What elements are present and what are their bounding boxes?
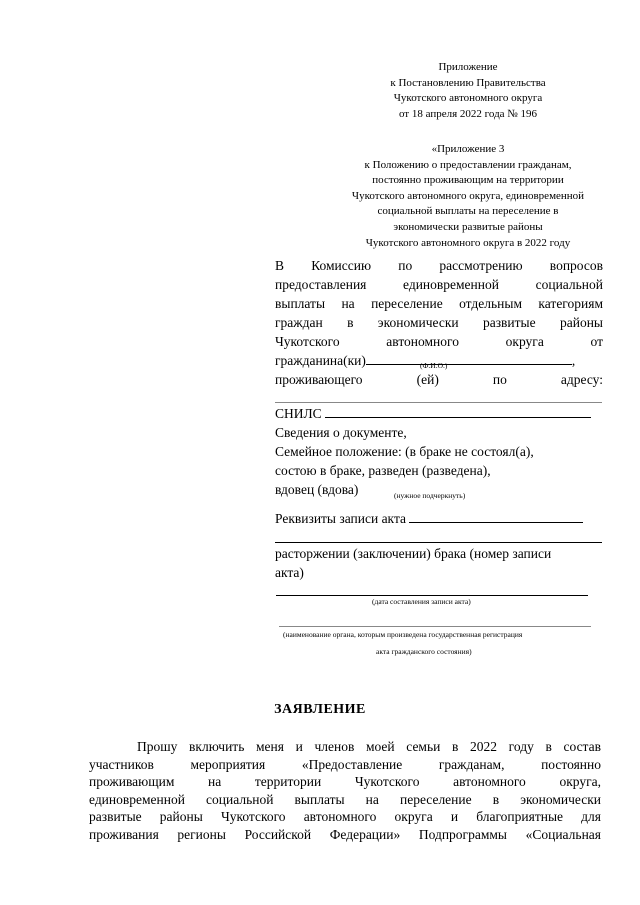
addressee-line: граждан в экономически развитые районы xyxy=(275,315,603,330)
family-status-line: состою в браке, разведен (разведена), xyxy=(275,463,491,478)
addressee-block xyxy=(275,256,603,370)
body-line: Прошу включить меня и членов моей семьи в 2022 году в состав xyxy=(137,739,601,754)
residing-line: проживающего (ей) по адресу: xyxy=(275,372,603,387)
addressee-line: выплаты на переселение отдельным категориям xyxy=(275,296,603,311)
header-line: Чукотского автономного округа xyxy=(393,92,543,104)
record-block xyxy=(275,509,603,528)
registration-organ-field[interactable] xyxy=(279,626,591,627)
addressee-line: предоставления единовременной социальной xyxy=(275,277,603,292)
family-status-line: вдовец (вдова) xyxy=(275,482,359,497)
body-line: проживающим на территории Чукотского автономного округа, xyxy=(89,774,601,789)
from-label: гражданина(ки) xyxy=(275,353,366,368)
record-date-field[interactable] xyxy=(276,595,588,596)
appendix-line: Чукотского автономного округа, единовременной xyxy=(351,189,585,202)
addressee-line: В Комиссию по рассмотрению вопросов xyxy=(275,258,603,273)
resolution-appendix-header xyxy=(336,60,600,122)
header-line: к Постановлению Правительства xyxy=(390,76,546,89)
doc-info-line: Сведения о документе, xyxy=(275,425,407,440)
snils-block xyxy=(275,404,603,499)
from-suffix: , xyxy=(571,353,576,368)
marriage-line: акта) xyxy=(275,565,304,580)
addressee-line: Чукотского автономного округа от xyxy=(275,334,603,349)
appendix-line: Чукотского автономного округа в 2022 году xyxy=(365,236,571,249)
body-line: единовременной социальной выплаты на переселение в экономически xyxy=(89,791,601,807)
record-field[interactable] xyxy=(409,510,583,523)
document-title: ЗАЯВЛЕНИЕ xyxy=(274,702,366,717)
record-line xyxy=(275,509,603,528)
fio-hint: (Ф.И.О.) xyxy=(420,361,448,370)
statement-body xyxy=(89,738,601,843)
fio-field[interactable] xyxy=(366,352,572,365)
appendix-3-header xyxy=(316,142,620,251)
appendix-line: к Положению о предоставлении гражданам, xyxy=(364,158,572,171)
body-line: проживания регионы Российской Федерации» Подпрограммы «Социальная xyxy=(89,826,601,842)
header-line: от 18 апреля 2022 года № 196 xyxy=(398,107,538,120)
organ-hint: акта гражданского состояния) xyxy=(376,647,472,656)
appendix-line: постоянно проживающим на территории xyxy=(372,174,564,187)
date-hint: (дата составления записи акта) xyxy=(372,597,471,606)
snils-line xyxy=(275,404,603,423)
appendix-line: экономически развитые районы xyxy=(393,220,543,233)
address-field[interactable] xyxy=(275,402,602,403)
underline-hint: (нужное подчеркнуть) xyxy=(394,491,466,500)
snils-label: СНИЛС xyxy=(275,406,322,421)
appendix-line: «Приложение 3 xyxy=(431,143,505,155)
body-line: участников мероприятия «Предоставление гражданам, постоянно xyxy=(89,756,601,772)
residing-block xyxy=(275,370,603,389)
family-status-line: Семейное положение: (в браке не состоял(а), xyxy=(275,444,534,459)
appendix-line: социальной выплаты на переселение в xyxy=(377,205,559,218)
organ-hint: (наименование органа, которым произведена государственная регистрация xyxy=(283,630,523,639)
record-label: Реквизиты записи акта xyxy=(275,511,406,526)
marriage-line: расторжении (заключении) брака (номер записи xyxy=(275,546,552,561)
header-line: Приложение xyxy=(438,61,498,73)
record-field-continued[interactable] xyxy=(275,542,602,543)
body-line: развитые районы Чукотского автономного округа и благоприятные для xyxy=(89,809,601,824)
snils-field[interactable] xyxy=(325,405,591,418)
marriage-block xyxy=(275,544,603,582)
